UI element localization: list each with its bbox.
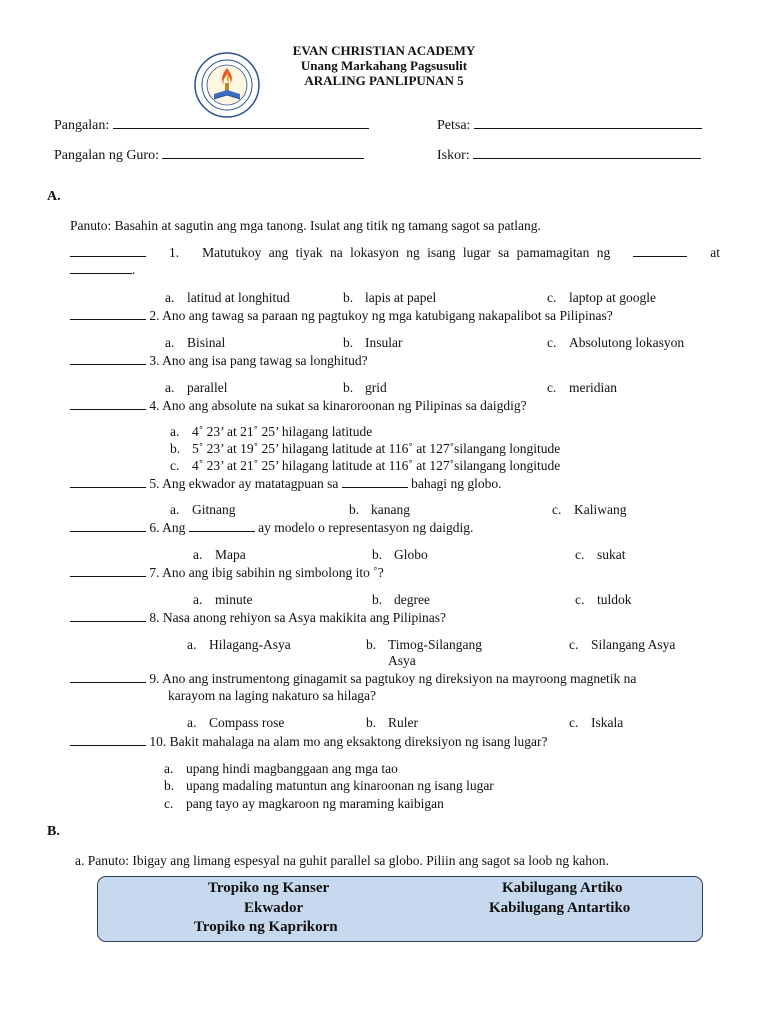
option-3a[interactable]: a. parallel bbox=[165, 380, 228, 395]
option-3c[interactable]: c. meridian bbox=[547, 380, 617, 395]
section-a-label: A. bbox=[47, 189, 61, 204]
option-1a[interactable]: a. latitud at longhitud bbox=[165, 290, 290, 305]
name-label: Pangalan: bbox=[54, 118, 110, 133]
choice-item: Tropiko ng Kaprikorn bbox=[194, 919, 338, 935]
option-10c[interactable]: c. pang tayo ay magkaroon ng maraming kaibigan bbox=[164, 796, 444, 811]
choice-item: Tropiko ng Kanser bbox=[208, 880, 330, 896]
question-6: 6. Ang ay modelo o representasyon ng daigdig. bbox=[70, 519, 473, 536]
option-7c[interactable]: c. tuldok bbox=[575, 592, 632, 607]
option-3b[interactable]: b. grid bbox=[343, 380, 387, 395]
question-1: 1. Matutukoy ang tiyak na lokasyon ng isang lugar sa pamamagitan ng at . bbox=[70, 244, 720, 278]
date-field[interactable] bbox=[437, 116, 702, 134]
question-2: 2. Ano ang tawag sa paraan ng pagtukoy ng mga katubigang nakapalibot sa Pilipinas? bbox=[70, 307, 613, 324]
answer-blank-3[interactable] bbox=[70, 352, 146, 365]
answer-blank-5[interactable] bbox=[70, 475, 146, 488]
answer-blank-1[interactable] bbox=[70, 244, 146, 257]
option-5b[interactable]: b. kanang bbox=[349, 502, 410, 517]
score-line[interactable] bbox=[473, 146, 701, 159]
score-label: Iskor: bbox=[437, 148, 470, 163]
date-line[interactable] bbox=[474, 116, 702, 129]
choices-box bbox=[97, 876, 703, 942]
option-4b[interactable]: b. 5˚ 23’ at 19˚ 25’ hilagang latitude at 116˚ at 127˚silangang longitude bbox=[170, 441, 561, 456]
section-b-instructions: a. Panuto: Ibigay ang limang espesyal na guhit parallel sa globo. Piliin ang sagot sa loob ng kahon. bbox=[75, 853, 609, 868]
teacher-field[interactable] bbox=[54, 146, 364, 164]
teacher-line[interactable] bbox=[162, 146, 364, 159]
question-10: 10. Bakit mahalaga na alam mo ang eksaktong direksiyon ng isang lugar? bbox=[70, 733, 548, 750]
option-4c[interactable]: c. 4˚ 23’ at 21˚ 25’ hilagang latitude at 116˚ at 127˚silangang longitude bbox=[170, 458, 561, 473]
answer-blank-6[interactable] bbox=[70, 519, 146, 532]
question-7: 7. Ano ang ibig sabihin ng simbolong ito ˚? bbox=[70, 564, 384, 581]
option-5c[interactable]: c. Kaliwang bbox=[552, 502, 627, 517]
option-7b[interactable]: b. degree bbox=[372, 592, 430, 607]
choice-item: Kabilugang Artiko bbox=[502, 880, 623, 896]
date-label: Petsa: bbox=[437, 118, 471, 133]
subject-title: ARALING PANLIPUNAN 5 bbox=[304, 73, 464, 88]
question-5: 5. Ang ekwador ay matatagpuan sa bahagi ng globo. bbox=[70, 475, 501, 492]
answer-blank-2[interactable] bbox=[70, 307, 146, 320]
option-8a[interactable]: a. Hilagang-Asya bbox=[187, 637, 291, 652]
option-10a[interactable]: a. upang hindi magbanggaan ang mga tao bbox=[164, 761, 398, 776]
question-8: 8. Nasa anong rehiyon sa Asya makikita ang Pilipinas? bbox=[70, 609, 446, 626]
section-b-label: B. bbox=[47, 824, 60, 839]
choice-item: Kabilugang Antartiko bbox=[489, 900, 631, 916]
option-8c[interactable]: c. Silangang Asya bbox=[569, 637, 676, 652]
option-9a[interactable]: a. Compass rose bbox=[187, 715, 285, 730]
question-3: 3. Ano ang isa pang tawag sa longhitud? bbox=[70, 352, 368, 369]
section-a-instructions: Panuto: Basahin at sagutin ang mga tanong. Isulat ang titik ng tamang sagot sa patlang. bbox=[70, 218, 541, 233]
option-6a[interactable]: a. Mapa bbox=[193, 547, 246, 562]
question-4: 4. Ano ang absolute na sukat sa kinaroroonan ng Pilipinas sa daigdig? bbox=[70, 397, 527, 414]
answer-blank-4[interactable] bbox=[70, 397, 146, 410]
question-number: 1. bbox=[168, 245, 180, 260]
option-4a[interactable]: a. 4˚ 23’ at 21˚ 25’ hilagang latitude bbox=[170, 424, 373, 439]
option-9b[interactable]: b. Ruler bbox=[366, 715, 418, 730]
option-8b[interactable]: b. Timog-Silangang Asya bbox=[366, 637, 483, 668]
question-9: 9. Ano ang instrumentong ginagamit sa pagtukoy ng direksiyon na mayroong magnetik na bbox=[70, 670, 636, 687]
exam-title: Unang Markahang Pagsusulit bbox=[300, 58, 468, 73]
question-9-continued: karayom na laging nakaturo sa hilaga? bbox=[168, 688, 377, 703]
choice-item: Ekwador bbox=[244, 900, 304, 916]
fill-blank[interactable] bbox=[189, 519, 255, 532]
option-7a[interactable]: a. minute bbox=[193, 592, 253, 607]
document-header bbox=[0, 43, 768, 88]
option-10b[interactable]: b. upang madaling matuntun ang kinaroonan ng isang lugar bbox=[164, 778, 494, 793]
option-2b[interactable]: b. Insular bbox=[343, 335, 403, 350]
answer-blank-8[interactable] bbox=[70, 609, 146, 622]
option-5a[interactable]: a. Gitnang bbox=[170, 502, 236, 517]
fill-blank[interactable] bbox=[342, 475, 408, 488]
option-2a[interactable]: a. Bisinal bbox=[165, 335, 226, 350]
teacher-label: Pangalan ng Guro: bbox=[54, 148, 159, 163]
answer-blank-9[interactable] bbox=[70, 670, 146, 683]
name-field[interactable] bbox=[54, 116, 369, 134]
name-line[interactable] bbox=[113, 116, 369, 129]
option-6b[interactable]: b. Globo bbox=[372, 547, 428, 562]
school-name: EVAN CHRISTIAN ACADEMY bbox=[292, 43, 476, 58]
score-field[interactable] bbox=[437, 146, 701, 164]
option-6c[interactable]: c. sukat bbox=[575, 547, 626, 562]
option-9c[interactable]: c. Iskala bbox=[569, 715, 624, 730]
fill-blank[interactable] bbox=[70, 261, 132, 274]
question-text: Matutukoy ang tiyak na lokasyon ng isang lugar sa pamamagitan ng bbox=[202, 245, 611, 260]
option-1b[interactable]: b. lapis at papel bbox=[343, 290, 437, 305]
question-text: at bbox=[710, 245, 720, 260]
option-2c[interactable]: c. Absolutong lokasyon bbox=[547, 335, 685, 350]
answer-blank-7[interactable] bbox=[70, 564, 146, 577]
option-1c[interactable]: c. laptop at google bbox=[547, 290, 656, 305]
fill-blank[interactable] bbox=[633, 244, 687, 257]
answer-blank-10[interactable] bbox=[70, 733, 146, 746]
